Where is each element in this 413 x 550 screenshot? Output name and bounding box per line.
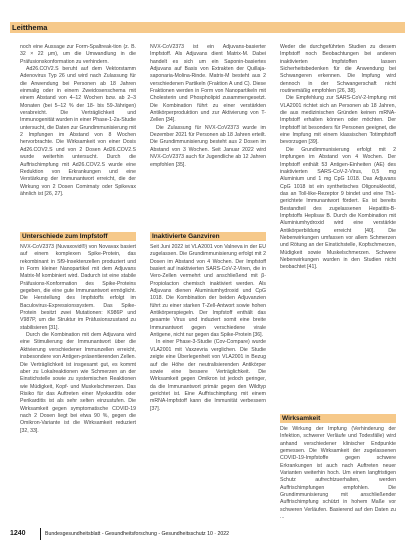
paragraph: NVX-CoV2373 (Nuvaxovid®) von Novavax basiert auf einem komplexen Spike-Protein, das rekombinant in Sf9-Insektenzellen produziert und in Form kleiner Nanopartikel mit dem Adjuvans Matrix-M kombiniert wird. Dadurch ist eine stabile Präfusions-Konformation des Spike-Proteins gegeben, die eine gute Immunantwort ermöglicht. Die Herstellung des Impfstoffs erfolgt im Baculovirus-Expressionssystem. Das Spike-Protein besitzt zwei Mutationen: K986P und V987P, um die Struktur im Präfusionszustand zu stabilisieren [31].	[20, 244, 136, 331]
paragraph: Die Grundimmunisierung erfolgt mit 2 Impfungen im Abstand von 4 Wochen. Der Impfstoff enthält 53 Antigen-Einheiten (AE) des inaktivierten SARS-CoV-2-Virus, 0,5 mg Aluminium und 1 mg CpG 1018. Das Adjuvans CpG 1018 ist ein synthetisches Oligonukleotid, das an Toll-like-Rezeptor 9 bindet und eine Th1-gerichtete Immunantwort fördert. Es ist bereits Bestandteil des zugelassenen Hepatitis-B-Impfstoffs Heplisav B. Durch die Kombination mit Aluminiumhydroxid wird eine verstärkte Antikörperbildung erreicht [40]. Die Nebenwirkungen umfassen vor allem Schmerzen und Rötung an der Einstichstelle, Kopfschmerzen, Müdigkeit sowie Muskelschmerzen. Schwere Nebenwirkungen wurden in den Studien nicht beobachtet [41].	[280, 146, 396, 271]
paragraph: Die Empfehlung zur SARS-CoV-2-Impfung mit VLA2001 richtet sich an Personen ab 18 Jahren, die aus medizinischen Gründen keinen mRNA-Impfstoff erhalten können oder möchten. Der Impfstoff ist besonders für Personen geeignet, die eine Impfung mit einem klassischen Totimpfstoff bevorzugen [39].	[280, 95, 396, 146]
paragraph: Weder die durchgeführten Studien zu diesem Impfstoff noch Beobachtungen bei anderen inaktivierten Impfstoffen lassen Sicherheitsbedenken für die Anwendung bei Schwangeren erkennen. Die Impfung wird dennoch in der Schwangerschaft nicht routinemäßig empfohlen [26, 38].	[280, 44, 396, 95]
subheading: Unterschiede zum Impfstoff	[22, 233, 108, 240]
paragraph: Die Wirkung der Impfung (Verhinderung der Infektion, schwerer Verläufe und Todesfälle) wird anhand verschiedener klinischer Endpunkte gemessen. Die Wirksamkeit der zugelassenen COVID-19-Impfstoffe gegen schwere Erkrankungen ist auch nach Auftreten neuer Varianten weiterhin hoch. Um einen langfristigen Schutz aufrechtzuerhalten, werden Auffrischimpfungen empfohlen. Die Grundimmunisierung mit anschließender Auffrischimpfung schützt in hohem Maße vor schweren Verläufen. Basierend auf den Daten zu ...	[280, 426, 396, 521]
subheading-bar	[280, 414, 396, 423]
footer-divider	[40, 528, 41, 540]
journal-citation: Bundesgesundheitsblatt - Gesundheitsforschung - Gesundheitsschutz 10 · 2022	[45, 531, 229, 537]
text-column-1	[20, 44, 136, 198]
paragraph: Seit Juni 2022 ist VLA2001 von Valneva in der EU zugelassen. Die Grundimmunisierung erfolgt mit 2 Dosen im Abstand von 4 Wochen. Der Impfstoff basiert auf inaktivierten SARS-CoV-2-Viren, die in Vero-Zellen vermehrt und anschließend mit β-Propiolacton chemisch inaktiviert werden. Als Adjuvans dienen Aluminiumhydroxid und CpG 1018. Die Kombination der beiden Adjuvanzien führt zu einer starken T-Zell-Antwort sowie hohen Antikörperspiegeln. Der Impfstoff enthält das gesamte Virus und induziert somit eine breite Immunantwort gegen verschiedene virale Antigene, nicht nur gegen das Spike-Protein [36].	[150, 244, 266, 339]
paragraph: In einer Phase-3-Studie (Cov-Compare) wurde VLA2001 mit Vaxzevria verglichen. Die Studie zeigte eine Überlegenheit von VLA2001 in Bezug auf die Höhe der neutralisierenden Antikörper sowie eine bessere Verträglichkeit. Die Wirksamkeit gegen Omikron ist jedoch geringer, da die Immunantwort primär gegen den Wildtyp gerichtet ist. Eine Auffrischimpfung mit einem mRNA-Impfstoff kann die Immunität verbessern [37].	[150, 339, 266, 412]
text-column-2	[150, 44, 266, 169]
paragraph: Die Zulassung für NVX-CoV2373 wurde im Dezember 2021 für Personen ab 18 Jahren erteilt. Die Grundimmunisierung besteht aus 2 Dosen im Abstand von 3 Wochen. Seit Januar 2022 wird NVX-CoV2373 auch für Jugendliche ab 12 Jahren empfohlen [35].	[150, 124, 266, 168]
paragraph: Ad26.COV2.S beruht auf dem Vektorstamm Adenovirus Typ 26 und wird nach Zulassung für die Anwendung bei Personen ab 18 Jahren einmalig oder in einem Zweidosenschema mit einem Abstand von 4–12 Wochen bzw. ab 2–3 Monaten (bei 5–12 % der 18- bis 59-Jährigen) verabreicht. Die Verträglichkeit und Immunogenität wurden in einer Phase-1-2a-Studie untersucht, die Daten zur Grundimmunisierung mit 2 Impfungen im Abstand von 8 Wochen hervorbrachte. Die Wirksamkeit von einer Dosis Ad26.COV2.S und von 2 Dosen Ad26.COV2.S wurde weiterhin untersucht. Durch die Auffrischimpfung mit Ad26.COV2.S wurde eine Reduktion von Erkrankungen und eine Verstärkung der Immunantwort erreicht, die der Wirkung von 2 Dosen Comirnaty oder Spikevax ähnlich ist [26, 27].	[20, 66, 136, 197]
subheading: Wirksamkeit	[282, 415, 321, 422]
text-column-3b	[280, 426, 396, 521]
subheading-bar	[20, 232, 136, 241]
text-column-3	[280, 44, 396, 272]
subheading: Inaktivierte Ganzviren	[152, 233, 220, 240]
section-header-bar	[10, 22, 405, 33]
paragraph: NVX-CoV2373 ist ein Adjuvans-basierter Impfstoff. Als Adjuvans dient Matrix-M. Dabei handelt es sich um ein Saponin-basiertes Adjuvans auf Basis von Extrakten der Quillaja-saponaria-Molina-Rinde. Matrix-M besteht aus 2 verschiedenen Partikeln (Fraktion A und C). Diese Fraktionen werden in Form von Nanopartikeln mit Cholesterin und Phospholipid zusammengesetzt. Die Kombination führt zu einer verstärkten Antikörperproduktion und zur Aktivierung von T-Zellen [34].	[150, 44, 266, 124]
text-column-1b	[20, 244, 136, 435]
subheading-bar	[150, 232, 266, 241]
section-title: Leitthema	[12, 23, 48, 32]
paragraph: noch eine Aussage zur Form-Spaltreak-tion (z. B. 32 × 22 μm), um die Umwandlung in die Präfusionskonformation zu verhindern.	[20, 44, 136, 65]
page-number: 1240	[10, 530, 26, 537]
text-column-2b	[150, 244, 266, 413]
paragraph: Durch die Kombination mit dem Adjuvans wird eine Stimulierung der Immunantwort über die Aktivierung verschiedener Immunzellen erreicht, insbesondere von Antigen-präsentierenden Zellen. Die Verträglichkeit ist insgesamt gut, es kommt aber zu Lokalreaktionen wie Schmerzen an der Einstichstelle sowie zu systemischen Reaktionen wie Müdigkeit, Kopf- und Muskelschmerzen. Das Risiko für das Auftreten einer Myokarditis oder Perikarditis ist als sehr selten einzustufen. Die Wirksamkeit gegen symptomatische COVID-19 nach 2 Dosen liegt bei etwa 90 %, gegen die Omikron-Variante ist die Wirksamkeit reduziert [32, 33].	[20, 332, 136, 434]
page-footer	[10, 528, 405, 540]
